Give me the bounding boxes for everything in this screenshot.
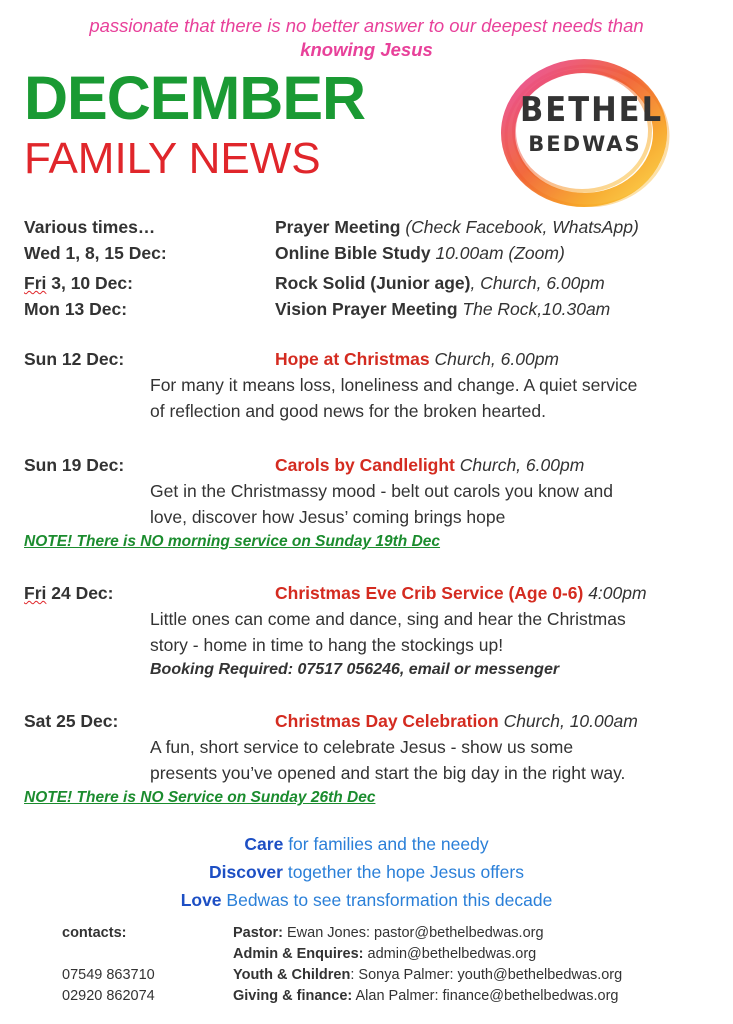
schedule-row	[24, 240, 724, 266]
tagline-line2: knowing Jesus	[300, 39, 433, 60]
event-title: Carols by Candlelight	[275, 455, 455, 475]
schedule-date: Mon 13 Dec:	[24, 299, 128, 319]
booking-info: Booking Required: 07517 056246, email or messenger	[150, 661, 560, 678]
event-desc-line: Get in the Christmassy mood - belt out carols you know and	[150, 481, 613, 501]
mission-love	[0, 886, 733, 914]
contact-pastor	[233, 923, 544, 944]
contact-info: Ewan Jones: pastor@bethelbedwas.org	[287, 925, 544, 941]
notice-no-service: NOTE! There is NO morning service on Sunday 19th Dec	[24, 533, 441, 550]
contact-info: : Sonya Palmer: youth@bethelbedwas.org	[350, 967, 623, 983]
schedule-date: Wed 1, 8, 15 Dec:	[24, 243, 167, 263]
event-date: Sat 25 Dec:	[24, 711, 119, 731]
schedule-date-prefix: Fri	[24, 273, 47, 293]
page-subtitle: FAMILY NEWS	[24, 134, 321, 183]
contact-admin	[233, 944, 536, 965]
event-details: 4:00pm	[588, 583, 647, 603]
event-desc-line: presents you’ve opened and start the big day in the right way.	[150, 763, 626, 783]
contact-role: Pastor:	[233, 925, 283, 941]
event-description	[150, 478, 720, 530]
schedule-event: Prayer Meeting	[275, 217, 401, 237]
tagline-line1: passionate that there is no better answer to our deepest needs than	[89, 15, 644, 36]
event-title: Hope at Christmas	[275, 349, 430, 369]
event-desc-line: For many it means loss, loneliness and change. A quiet service	[150, 375, 638, 395]
bethel-bedwas-logo	[494, 55, 674, 207]
event-date: Sun 12 Dec:	[24, 349, 125, 369]
schedule-event: Online Bible Study	[275, 243, 431, 263]
event-title: Christmas Day Celebration	[275, 711, 499, 731]
schedule-details: (Check Facebook, WhatsApp)	[405, 217, 639, 237]
event-desc-line: love, discover how Jesus’ coming brings hope	[150, 507, 506, 527]
event-desc-line: of reflection and good news for the broken hearted.	[150, 401, 546, 421]
mission-key: Discover	[209, 862, 283, 882]
event-date	[24, 580, 114, 606]
contacts-label: contacts:	[62, 925, 127, 941]
schedule-date: 3, 10 Dec:	[46, 273, 133, 293]
contacts-section	[62, 923, 126, 944]
event-desc-line: A fun, short service to celebrate Jesus - show us some	[150, 737, 574, 757]
schedule-date: Various times…	[24, 217, 156, 237]
event-description	[150, 372, 720, 424]
event-desc-line: Little ones can come and dance, sing and hear the Christmas	[150, 609, 626, 629]
event-desc-line: story - home in time to hang the stockings up!	[150, 635, 504, 655]
logo-text-bethel: BETHEL	[520, 90, 664, 130]
schedule-details: , Church, 6.00pm	[470, 273, 605, 293]
mission-care	[0, 830, 733, 858]
schedule-event: Vision Prayer Meeting	[275, 299, 458, 319]
event-date-prefix: Fri	[24, 583, 47, 603]
event-details: Church, 6.00pm	[459, 455, 585, 475]
mission-text: for families and the needy	[288, 834, 489, 854]
mission-key: Love	[180, 890, 222, 910]
event-date-rest: 24 Dec:	[46, 583, 114, 603]
mission-text: together the hope Jesus offers	[287, 862, 524, 882]
contact-phone: 02920 862074	[62, 988, 155, 1004]
schedule-row	[24, 296, 724, 322]
schedule-row	[24, 270, 724, 296]
event-date: Sun 19 Dec:	[24, 455, 125, 475]
event-title-line	[275, 346, 559, 372]
contact-role: Admin & Enquires:	[233, 946, 364, 962]
event-description	[150, 606, 720, 658]
event-title-line	[275, 580, 647, 606]
contact-giving	[233, 986, 618, 1007]
schedule-row	[24, 214, 724, 240]
event-title: Christmas Eve Crib Service (Age 0-6)	[275, 583, 584, 603]
mission-key: Care	[244, 834, 284, 854]
notice-no-service: NOTE! There is NO Service on Sunday 26th Dec	[24, 789, 376, 806]
schedule-event: Rock Solid (Junior age)	[275, 273, 471, 293]
page-title: DECEMBER	[24, 64, 366, 132]
event-description	[150, 734, 720, 786]
event-details: Church, 10.00am	[503, 711, 638, 731]
logo-text-bedwas: BEDWAS	[528, 132, 642, 156]
contact-role: Youth & Children	[233, 967, 351, 983]
event-details: Church, 6.00pm	[434, 349, 560, 369]
schedule-details: 10.00am (Zoom)	[435, 243, 565, 263]
event-title-line	[275, 452, 584, 478]
contact-youth	[233, 965, 622, 986]
mission-text: Bedwas to see transformation this decade	[226, 890, 553, 910]
schedule-details: The Rock,10.30am	[462, 299, 611, 319]
contact-role: Giving & finance:	[233, 988, 353, 1004]
contact-phone: 07549 863710	[62, 967, 155, 983]
event-title-line	[275, 708, 638, 734]
contact-info: Alan Palmer: finance@bethelbedwas.org	[355, 988, 619, 1004]
contact-info: admin@bethelbedwas.org	[367, 946, 537, 962]
mission-discover	[0, 858, 733, 886]
